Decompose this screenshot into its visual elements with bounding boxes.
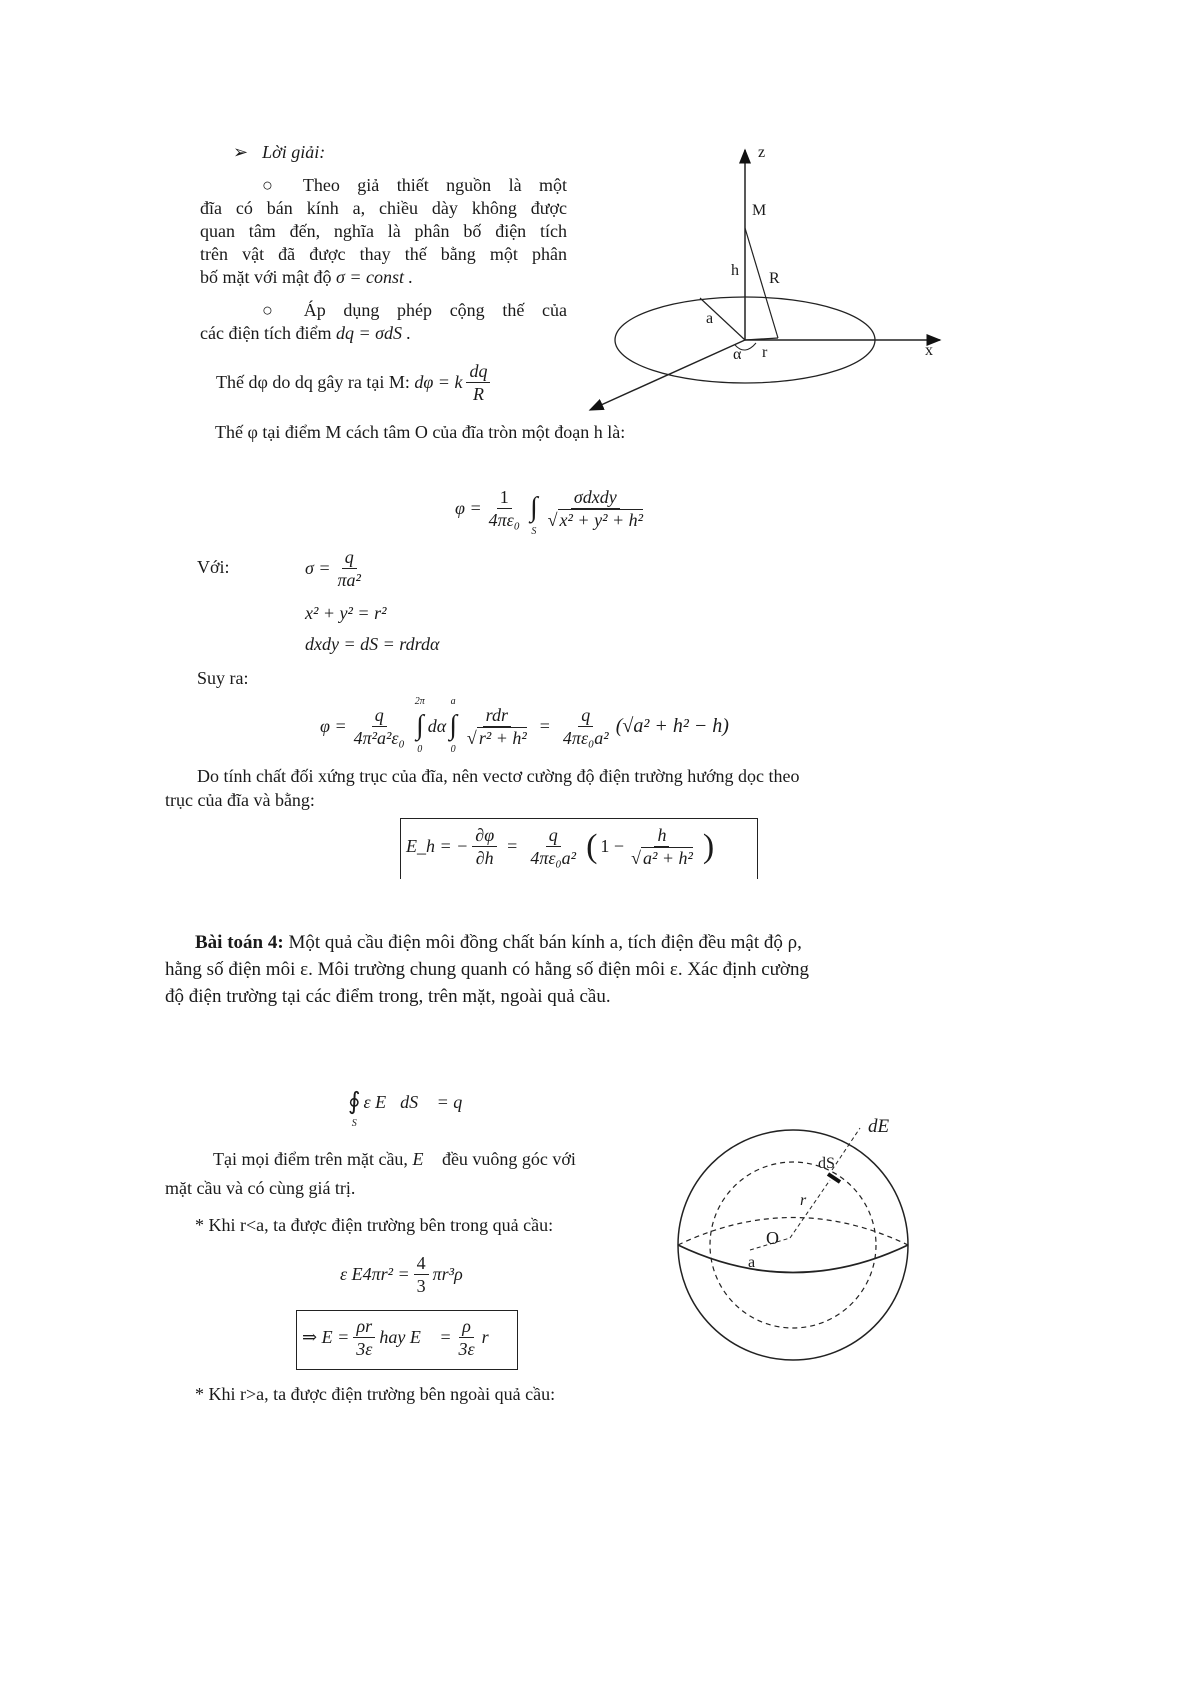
problem4-line: hằng số điện môi ε. Môi trường chung quanh có hằng số điện môi ε. Xác định cường — [165, 959, 809, 980]
symmetry-line: Do tính chất đối xứng trục của đĩa, nên vectơ cường độ điện trường hướng dọc theo — [197, 766, 800, 786]
problem4-line: Bài toán 4: Một quả cầu điện môi đồng chất bán kính a, tích điện đều mật độ ρ, — [195, 932, 802, 953]
para1-line: trên vật đã được thay thế bằng một phân — [200, 244, 567, 264]
label-alpha: α — [733, 346, 742, 363]
gauss-equation: ∮ S ε E⃗dS⃗ = q — [345, 1074, 462, 1130]
disk-diagram — [0, 0, 1191, 480]
dxdy-equation: dxdy = dS = rdrdα — [305, 634, 440, 654]
integral-alpha: 2π ∫ 0 — [414, 696, 425, 755]
para2-last: các điện tích điểm dq = σdS . — [200, 323, 411, 343]
inside-result-equation: ⇒ E = $\frac{\rho r}{3\varepsilon}$ hay E⃗ = $\frac{\rho}{3\varepsilon}$ r⃗ — [302, 1316, 503, 1359]
fraction: dq R — [466, 360, 490, 405]
symmetry-line: trục của đĩa và bằng: — [165, 790, 315, 810]
integral-sign: ∫ S — [529, 492, 538, 537]
inside-gauss-equation: ε E4πr² = $\frac{4}{3}$ πr³ρ — [340, 1253, 463, 1296]
with-label: Với: — [197, 557, 230, 577]
label-r: r — [762, 344, 768, 361]
para1-last: bố mặt với mật độ σ = const . — [200, 267, 414, 287]
label-dS: dS — [818, 1155, 835, 1172]
label-x: x — [925, 342, 933, 359]
sigma-equation: σ = $\frac{q}{\text{πa²}}$ — [305, 547, 361, 590]
para1-line: quan tâm đến, nghĩa là phân bố điện tích — [200, 221, 567, 241]
solution-heading: ➢ Lời giải: — [233, 142, 326, 162]
xy-equation: x² + y² = r² — [305, 603, 387, 623]
label-O: O — [766, 1228, 779, 1248]
outside-text: * Khi r>a, ta được điện trường bên ngoài quả cầu: — [195, 1384, 556, 1404]
para2-line: ○ Áp dụng phép cộng thế của — [262, 300, 567, 320]
inside-text: * Khi r<a, ta được điện trường bên trong quả cầu: — [195, 1215, 554, 1235]
integral-r: a ∫ 0 — [449, 696, 457, 755]
potential-result-equation: φ = $\frac{q}{\text{4π²a²ε₀}}$ 2π ∫ 0 dα a ∫ 0 rdr √ r² + h² = $\frac{q}{\text{4πε₀a²}}$ (√a² + h² − h) — [320, 696, 729, 755]
label-r-vector: r⃗ — [800, 1192, 819, 1209]
surface-line: Tại mọi điểm trên mặt cầu, E⃗ đều vuông góc với — [213, 1149, 576, 1169]
closed-integral: ∮ S — [348, 1089, 361, 1129]
surface-line: mặt cầu và có cùng giá trị. — [165, 1178, 356, 1198]
para1-line: ○ Theo giả thiết nguồn là một — [262, 175, 567, 195]
label-a-sphere: a — [748, 1254, 756, 1271]
arrow-bullet-icon: ➢ — [233, 142, 249, 162]
para1-line: đĩa có bán kính a, chiều dày không được — [200, 198, 567, 218]
label-dE: dE⃗ — [868, 1116, 904, 1137]
dphi-line: Thế dφ do dq gây ra tại M: dφ = k dq R — [216, 360, 494, 405]
label-a: a — [706, 310, 714, 327]
potential-integral-equation: φ = $\frac{1}{\text{4πε₀}}$ ∫ S σdxdy √ x² + y² + h² — [455, 478, 650, 538]
problem4-line: độ điện trường tại các điểm trong, trên mặt, ngoài quả cầu. — [165, 986, 611, 1007]
y-axis — [590, 340, 745, 410]
label-M: M — [752, 202, 767, 219]
sphere-diagram — [660, 1110, 980, 1370]
hence-label: Suy ra: — [197, 668, 249, 688]
label-R: R — [769, 270, 780, 287]
field-axis-equation: E_h = − $\frac{\partial\varphi}{\partial h}$ = $\frac{q}{\text{4πε₀a²}}$ ( 1 − $\frac{h}{\text{√ a² + h²}}$ ) — [406, 825, 715, 868]
label-h: h — [731, 262, 739, 279]
phi-text: Thế φ tại điểm M cách tâm O của đĩa tròn một đoạn h là: — [215, 422, 626, 442]
label-z: z — [758, 144, 766, 161]
